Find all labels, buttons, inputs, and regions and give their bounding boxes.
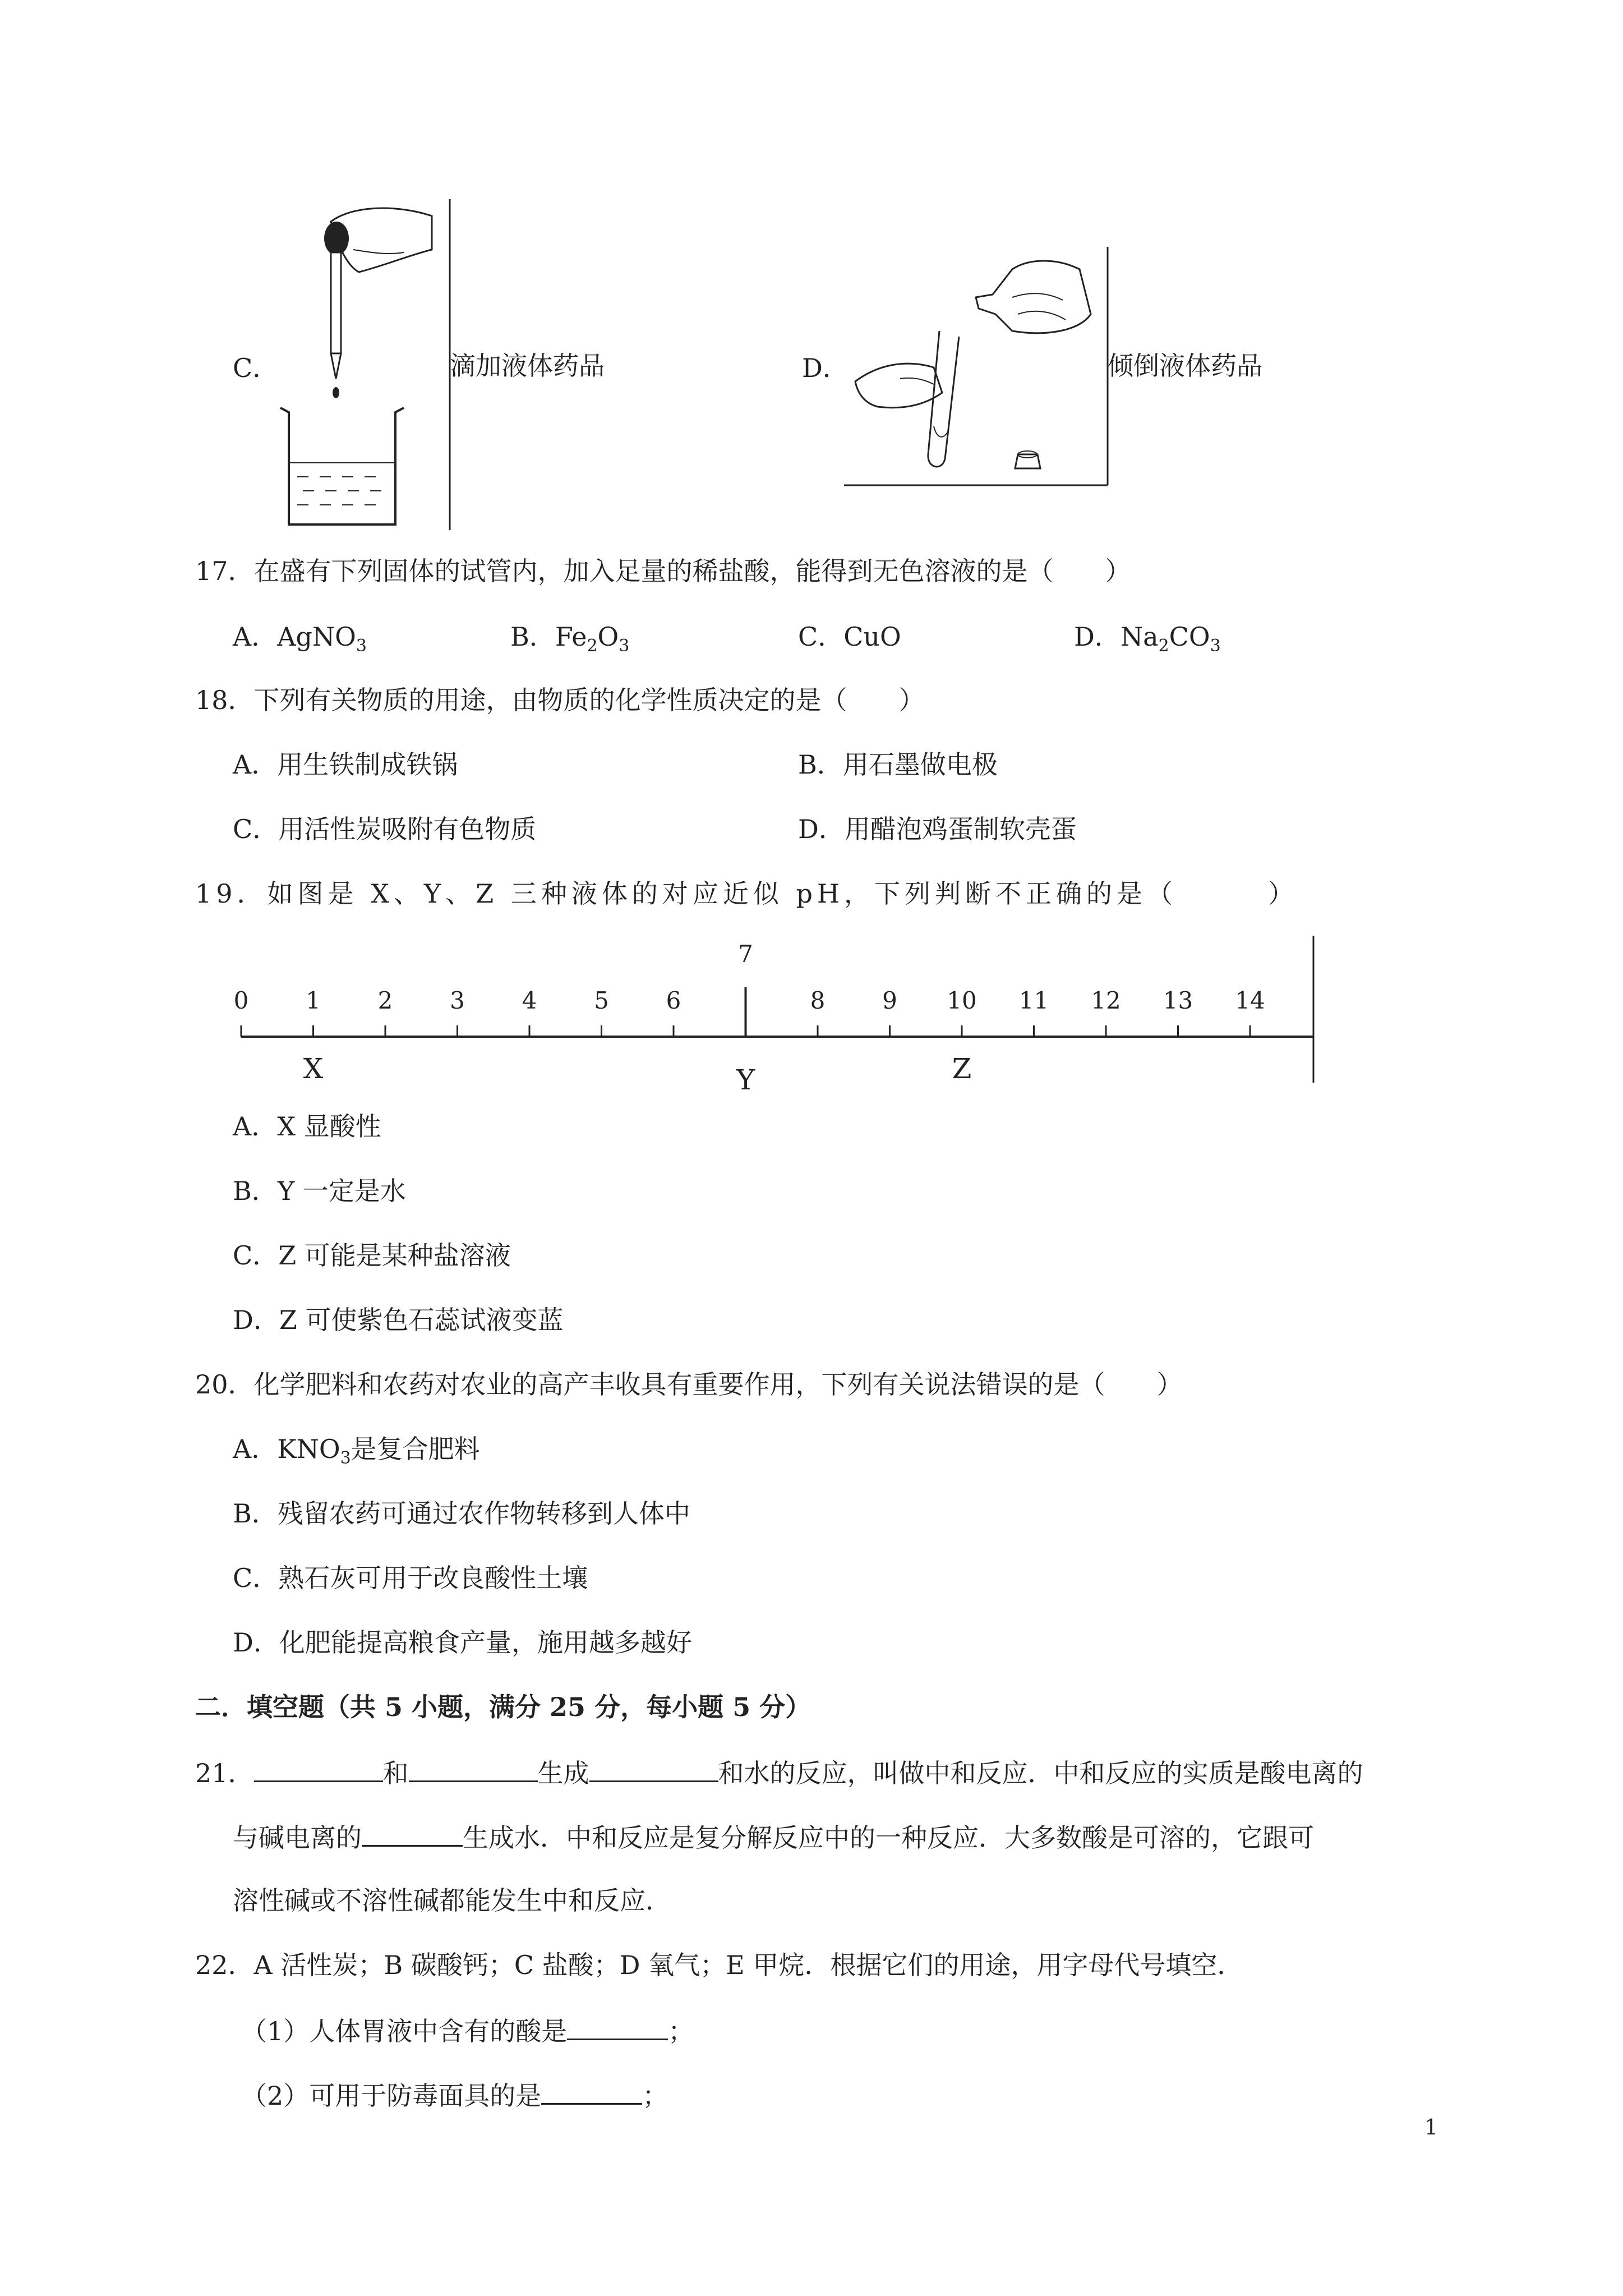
q17-option-d: D．$Na_2CO_3$ (1074, 622, 1221, 656)
ph-tick-label-6: 6 (666, 987, 681, 1014)
q16-option-d-caption: 倾倒液体药品 (1108, 351, 1262, 381)
ph-marker-z: Z (952, 1052, 972, 1085)
section-2-title: 二．填空题（共 5 小题，满分 25 分，每小题 5 分） (195, 1692, 811, 1722)
q21-line-3: 溶性碱或不溶性碱都能发生中和反应． (233, 1885, 671, 1916)
q21-blank-2[interactable] (409, 1756, 538, 1782)
q21-line-2: 与碱电离的 生成水．中和反应是复分解反应中的一种反应．大多数酸是可溶的，它跟可 (233, 1820, 1314, 1853)
ph-tick-label-5: 5 (594, 987, 609, 1014)
ph-marker-x: X (303, 1052, 324, 1085)
ph-tick-label-11: 11 (1018, 987, 1049, 1014)
q18-option-d: D．用醋泡鸡蛋制软壳蛋 (798, 814, 1077, 844)
ph-tick-label-12: 12 (1091, 987, 1121, 1014)
ph-tick-label-13: 13 (1163, 987, 1193, 1014)
q19-option-a: A．X 显酸性 (233, 1111, 381, 1142)
q21-blank-3[interactable] (589, 1756, 718, 1782)
q20-question (195, 1369, 1183, 1400)
q22-item-2: （2）可用于防毒面具的是 ； (241, 2078, 668, 2111)
q18-option-b: B．用石墨做电极 (798, 749, 998, 780)
q21-line-1: 21． 和 生成 和水的反应，叫做中和反应．中和反应的实质是酸电离的 (195, 1756, 1363, 1789)
q16-option-c-caption: 滴加液体药品 (450, 351, 605, 381)
pouring-liquid-illustration (844, 247, 1113, 488)
q18-number: 18． (195, 685, 254, 715)
q17-question (195, 555, 1131, 587)
q20-number: 20． (195, 1369, 254, 1400)
q18-option-c: C．用活性炭吸附有色物质 (233, 814, 537, 844)
q20-stem: 化学肥料和农药对农业的高产丰收具有重要作用，下列有关说法错误的是（ ） (253, 1369, 1183, 1400)
q22-item-1: （1）人体胃液中含有的酸是 ； (241, 2014, 694, 2047)
page-number: 1 (1424, 2115, 1438, 2139)
q20-option-b: B．残留农药可通过农作物转移到人体中 (233, 1498, 690, 1529)
ph-tick-label-3: 3 (450, 987, 465, 1014)
ph-scale-figure (230, 931, 1318, 1094)
q17-option-b: B．$Fe_2O_3$ (510, 622, 630, 656)
q20-option-c: C．熟石灰可用于改良酸性土壤 (233, 1563, 588, 1593)
q16-option-c-letter: C． (233, 353, 279, 383)
q19-question (195, 878, 1298, 909)
ph-tick-label-10: 10 (947, 987, 977, 1014)
q19-stem: 如图是 X、Y、Z 三种液体的对应近似 pH，下列判断不正确的是（ ） (267, 878, 1299, 909)
q19-option-d: D．Z 可使紫色石蕊试液变蓝 (233, 1305, 564, 1335)
q20-option-d: D．化肥能提高粮食产量，施用越多越好 (233, 1627, 692, 1658)
q22-blank-2[interactable] (541, 2078, 642, 2105)
q17-option-c: C．CuO (798, 622, 901, 652)
q19-number: 19． (195, 878, 268, 909)
q16-option-d-letter: D． (802, 353, 849, 383)
ph-tick-label-0: 0 (233, 987, 249, 1014)
q17-number: 17． (195, 556, 254, 586)
q18-question (195, 684, 925, 716)
q22-question: 22．A 活性炭；B 碳酸钙；C 盐酸；D 氧气；E 甲烷．根据它们的用途，用字母代号填空． (195, 1950, 1243, 1980)
ph-tick-label-8: 8 (810, 987, 826, 1014)
q21-blank-4[interactable] (362, 1820, 463, 1847)
q19-option-c: C．Z 可能是某种盐溶液 (233, 1240, 511, 1271)
ph-tick-label-14: 14 (1235, 987, 1265, 1014)
ph-tick-label-1: 1 (306, 987, 321, 1014)
q18-option-a: A．用生铁制成铁锅 (233, 749, 458, 780)
ph-marker-y: Y (736, 1064, 755, 1096)
q17-stem: 在盛有下列固体的试管内，加入足量的稀盐酸，能得到无色溶液的是（ ） (253, 556, 1131, 586)
q17-option-a: A．AgNO$_3$ (233, 622, 367, 656)
dropper-beaker-illustration (269, 199, 454, 536)
ph-tick-label-9: 9 (882, 987, 897, 1014)
q22-blank-1[interactable] (567, 2014, 668, 2040)
ph-tick-label-4: 4 (522, 987, 537, 1014)
ph-tick-label-7: 7 (738, 940, 753, 968)
q21-blank-1[interactable] (254, 1756, 383, 1782)
q20-option-a: A．$KNO_3$是复合肥料 (233, 1434, 480, 1468)
q18-stem: 下列有关物质的用途，由物质的化学性质决定的是（ ） (253, 685, 925, 715)
ph-tick-label-2: 2 (377, 987, 393, 1014)
q19-option-b: B．Y 一定是水 (233, 1176, 406, 1206)
